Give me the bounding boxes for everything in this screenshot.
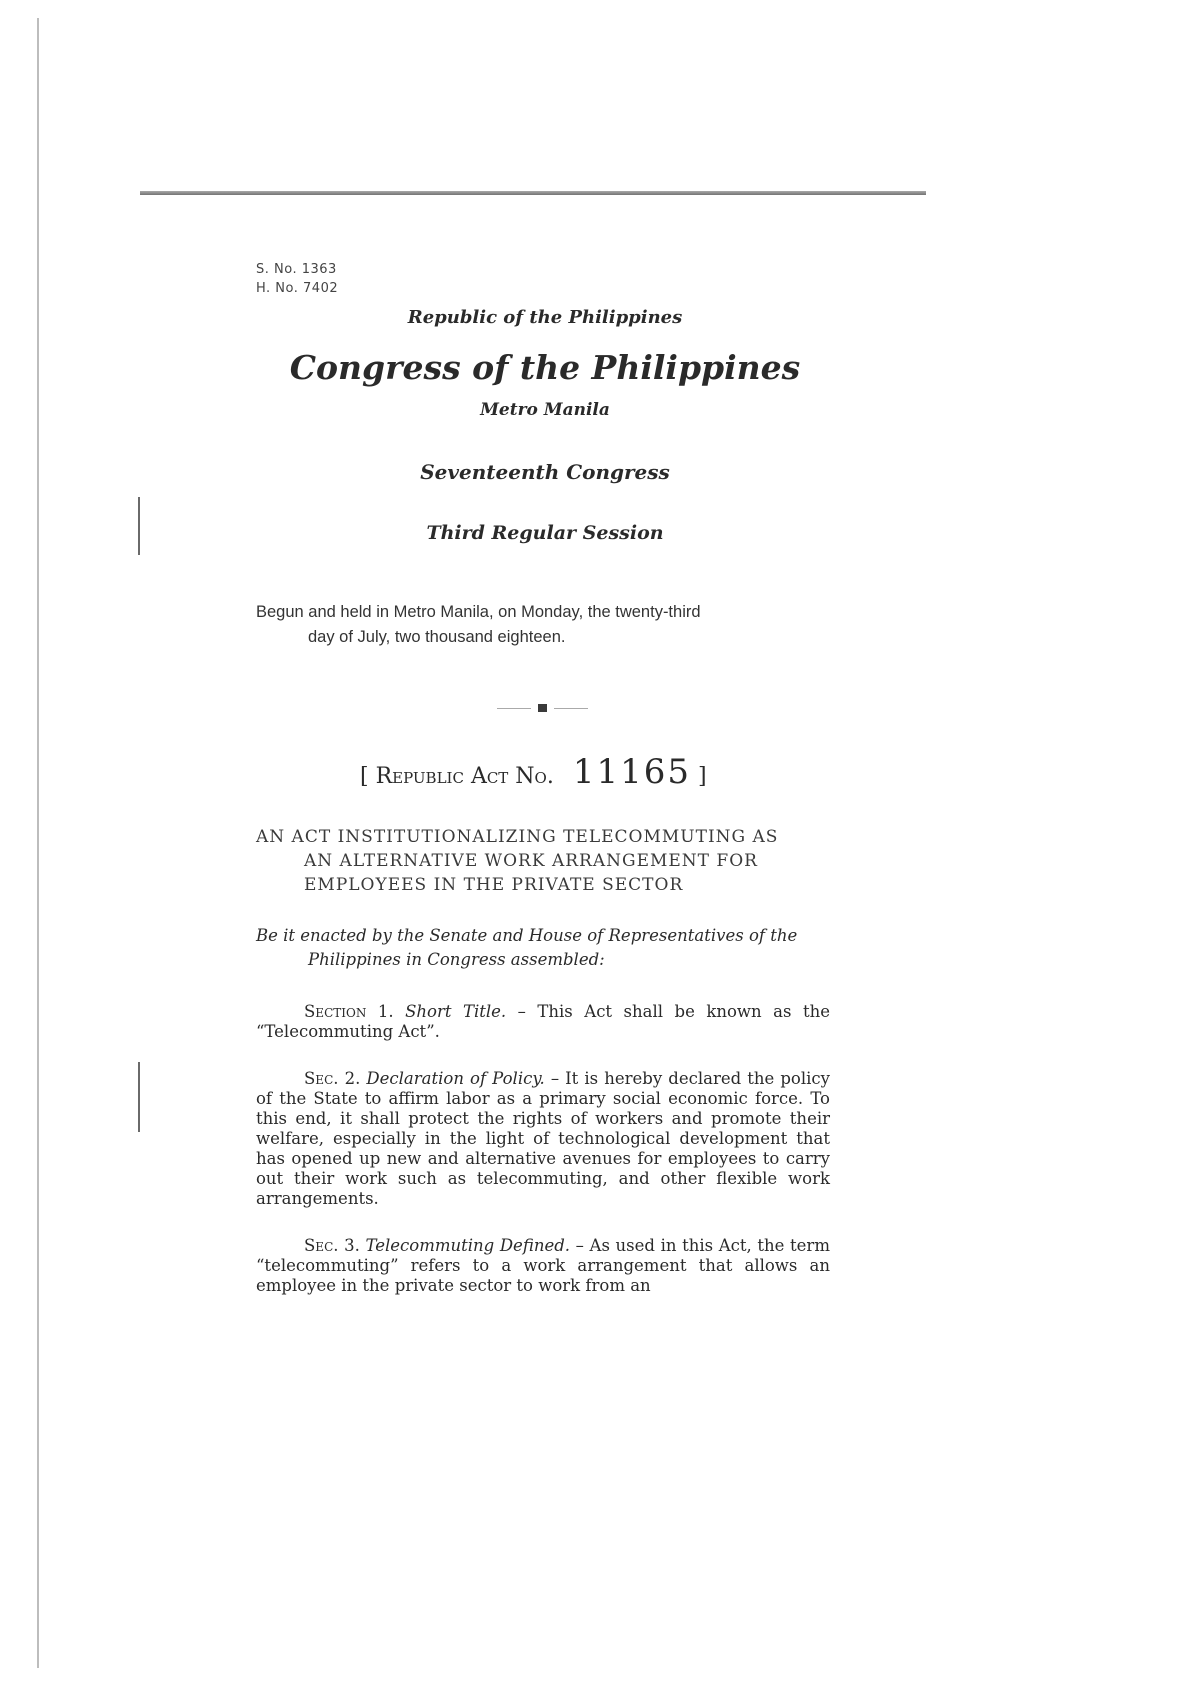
section-heading: Declaration of Policy. bbox=[366, 1069, 545, 1088]
section-heading: Telecommuting Defined. bbox=[365, 1236, 571, 1255]
republic-act-suffix: ] bbox=[698, 764, 707, 789]
section-lead: Sec. 3. bbox=[304, 1236, 360, 1255]
section-2 bbox=[256, 1069, 830, 1209]
bill-numbers bbox=[256, 260, 338, 298]
begun-line-1: Begun and held in Metro Manila, on Monday, the twenty-third bbox=[256, 603, 701, 621]
house-bill-number: H. No. 7402 bbox=[256, 281, 339, 296]
section-heading: Short Title. bbox=[405, 1002, 507, 1021]
enacting-clause bbox=[256, 924, 836, 972]
divider-square bbox=[538, 704, 547, 712]
session-heading: Third Regular Session bbox=[426, 522, 664, 544]
enacting-clause-line-1: Be it enacted by the Senate and House of Representatives of the bbox=[256, 926, 798, 945]
section-3 bbox=[256, 1236, 830, 1296]
begun-statement bbox=[256, 600, 836, 650]
section-text: – It is hereby declared the policy of the State to affirm labor as a primary social economic force. To this end, it shall protect the rights of workers and promote their welfare, especially in the light of technological development that has opened up new and alternative avenues for employees to carry out their work such as telecommuting, and other flexible work arrangements. bbox=[256, 1069, 830, 1208]
divider-line-left bbox=[497, 708, 531, 709]
act-title bbox=[256, 825, 836, 897]
divider-line-right bbox=[554, 708, 588, 709]
section-1 bbox=[256, 1002, 830, 1042]
location-heading: Metro Manila bbox=[480, 400, 610, 420]
scan-edge-line bbox=[37, 18, 39, 1668]
act-title-line-3: EMPLOYEES IN THE PRIVATE SECTOR bbox=[304, 875, 684, 895]
republic-act-number: 11165 bbox=[572, 752, 692, 792]
section-lead: Sec. 2. bbox=[304, 1069, 361, 1088]
senate-bill-number: S. No. 1363 bbox=[256, 262, 337, 277]
margin-mark bbox=[138, 1062, 140, 1132]
section-text: – As used in this Act, the term “telecommuting” refers to a work arrangement that allows an employee in the private sector to work from an bbox=[256, 1236, 830, 1295]
act-title-line-2: AN ALTERNATIVE WORK ARRANGEMENT FOR bbox=[304, 851, 758, 871]
begun-line-2: day of July, two thousand eighteen. bbox=[308, 628, 566, 646]
congress-heading: Congress of the Philippines bbox=[289, 348, 801, 387]
act-title-line-1: AN ACT INSTITUTIONALIZING TELECOMMUTING AS bbox=[256, 827, 779, 847]
section-lead: Section 1. bbox=[304, 1002, 394, 1021]
republic-act-heading bbox=[360, 752, 707, 792]
congress-number-heading: Seventeenth Congress bbox=[420, 460, 670, 484]
section-divider bbox=[497, 703, 589, 713]
republic-act-prefix: [ Republic Act No. bbox=[360, 764, 554, 789]
top-rule bbox=[140, 191, 926, 195]
section-text: – This Act shall be known as the “Telecommuting Act”. bbox=[256, 1002, 830, 1041]
enacting-clause-line-2: Philippines in Congress assembled: bbox=[308, 950, 605, 969]
republic-heading: Republic of the Philippines bbox=[407, 307, 683, 328]
